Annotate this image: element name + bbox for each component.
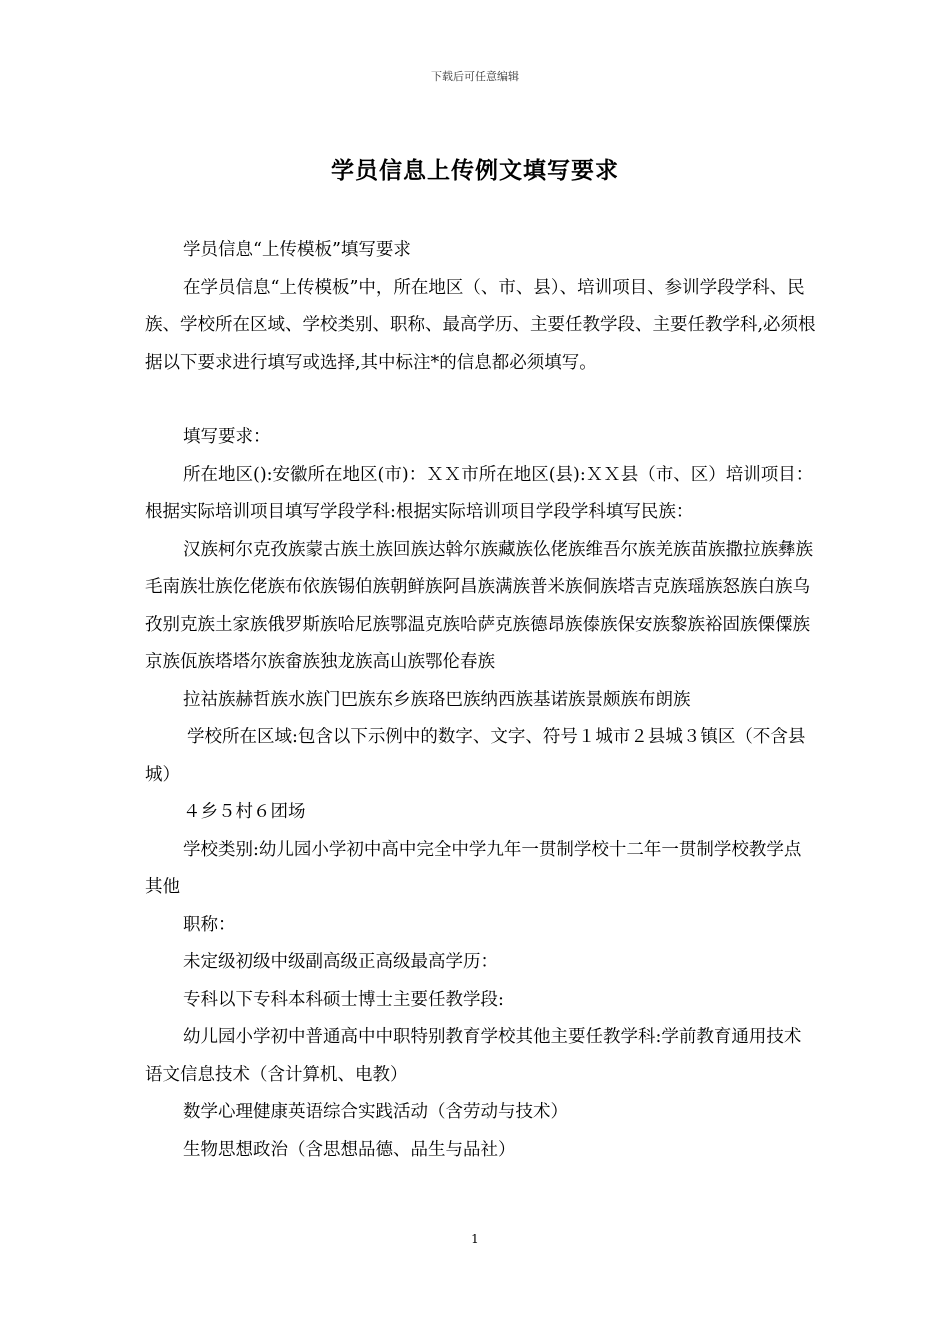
paragraph-region: 所在地区():安徽所在地区(市)：ＸＸ市所在地区(县):ＸＸ县（市、区）培训项目：根据实际培训项目填写学段学科:根据实际培训项目学段学科填写民族： (145, 464, 814, 522)
paragraph-title-options: 未定级初级中级副高级正高级最高学历： (183, 952, 498, 972)
paragraph-education-options: 专科以下专科本科硕士博士主要任教学段: (183, 989, 504, 1010)
document-title: 学员信息上传例文填写要求 (331, 158, 619, 184)
header-note: 下载后可任意编辑 (431, 70, 519, 83)
paragraph-subjects-1: 数学心理健康英语综合实践活动（含劳动与技术） (183, 1102, 568, 1122)
paragraph-school-area-continued: ４乡５村６团场 (183, 802, 306, 822)
paragraph-template-heading: 学员信息“上传模板”填写要求 (183, 240, 411, 260)
paragraph-school-type: 学校类别:幼儿园小学初中高中完全中学九年一贯制学校十二年一贯制学校教学点其他 (145, 839, 802, 897)
paragraph-ethnicities-continued: 拉祜族赫哲族水族门巴族东乡族珞巴族纳西族基诺族景颇族布朗族 (183, 689, 691, 710)
paragraph-teaching-stage: 幼儿园小学初中普通高中中职特别教育学校其他主要任教学科:学前教育通用技术语文信息技术（含计算机、电教） (145, 1027, 802, 1085)
paragraph-requirements-heading: 填写要求： (183, 427, 271, 447)
paragraph-school-area: 学校所在区域:包含以下示例中的数字、文字、符号１城市２县城３镇区（不含县城） (145, 727, 806, 785)
document-body (145, 232, 817, 1169)
paragraph-ethnicities: 汉族柯尔克孜族蒙古族土族回族达斡尔族藏族仫佬族维吾尔族羌族苗族撒拉族彝族毛南族壮族仡佬族布依族锡伯族朝鲜族阿昌族满族普米族侗族塔吉克族瑶族怒族白族乌孜别克族土家族俄罗斯族哈尼族鄂温克族哈萨克族德昂族傣族保安族黎族裕固族傈僳族京族佤族塔塔尔族畲族独龙族高山族鄂伦春族 (145, 539, 813, 672)
paragraph-intro: 在学员信息“上传模板”中，所在地区（、市、县）、培训项目、参训学段学科、民族、学校所在区域、学校类别、职称、最高学历、主要任教学段、主要任教学科,必须根据以下要求进行填写或选择,其中标注*的信息都必须填写。 (145, 277, 816, 373)
paragraph-subjects-2: 生物思想政治（含思想品德、品生与品社） (183, 1139, 516, 1160)
page-number: 1 (471, 1232, 479, 1246)
blank-line (145, 382, 817, 419)
paragraph-title-heading: 职称： (183, 914, 236, 935)
